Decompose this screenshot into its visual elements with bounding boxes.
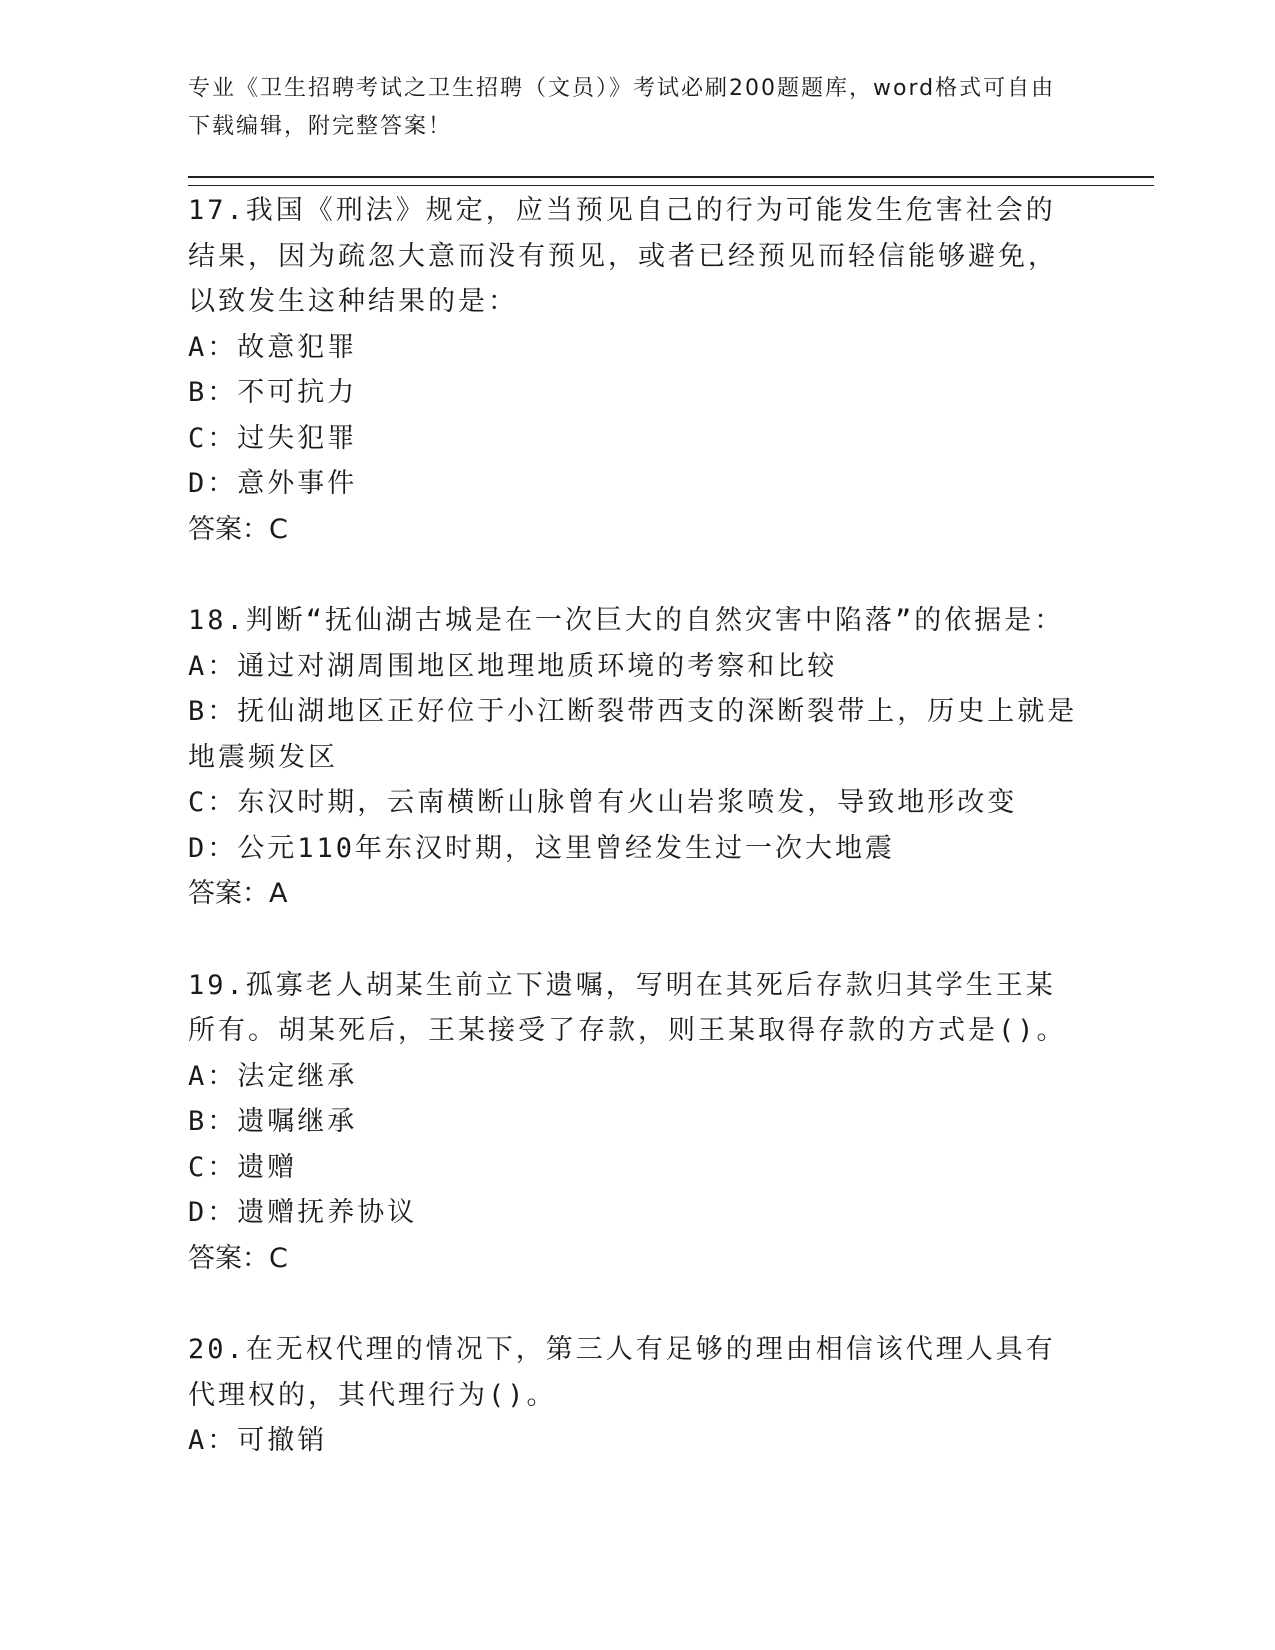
- question-17: [188, 188, 1078, 552]
- question-19: [188, 963, 1078, 1282]
- option-c: C：过失犯罪: [188, 422, 358, 454]
- question-18: [188, 598, 1078, 917]
- question-text: 20.在无权代理的情况下，第三人有足够的理由相信该代理人具有代理权的，其代理行为()。: [188, 1334, 1056, 1411]
- option-b: B：遗嘱继承: [188, 1106, 358, 1137]
- question-text: 17.我国《刑法》规定，应当预见自己的行为可能发生危害社会的结果，因为疏忽大意而没有预见，或者已经预见而轻信能够避免，以致发生这种结果的是：: [188, 195, 1058, 317]
- question-text: 18.判断“抚仙湖古城是在一次巨大的自然灾害中陷落”的依据是：: [188, 605, 1065, 636]
- option-b: B：抚仙湖地区正好位于小江断裂带西支的深断裂带上，历史上就是地震频发区: [188, 696, 1078, 773]
- question-list: [188, 188, 1078, 1510]
- question-text: 19.孤寡老人胡某生前立下遗嘱，写明在其死后存款归其学生王某所有。胡某死后，王某接受了存款，则王某取得存款的方式是()。: [188, 969, 1067, 1046]
- option-a: A：法定继承: [188, 1060, 358, 1092]
- question-20: [188, 1327, 1078, 1464]
- option-a: A：通过对湖周围地区地理地质环境的考察和比较: [188, 650, 838, 682]
- option-c: C：东汉时期，云南横断山脉曾有火山岩浆喷发，导致地形改变: [188, 787, 1018, 818]
- document-header: 专业《卫生招聘考试之卫生招聘（文员）》考试必刷200题题库，word格式可自由下载编辑，附完整答案！: [188, 76, 1056, 139]
- answer-line: 答案：C: [188, 513, 288, 545]
- header-divider: [188, 176, 1154, 186]
- option-a: A：可撤销: [188, 1425, 328, 1456]
- option-c: C：遗赠: [188, 1151, 298, 1183]
- answer-line: 答案：A: [188, 878, 288, 909]
- option-d: D：遗赠抚养协议: [188, 1197, 418, 1228]
- option-a: A：故意犯罪: [188, 331, 358, 363]
- option-b: B：不可抗力: [188, 377, 358, 408]
- option-d: D：意外事件: [188, 468, 358, 499]
- answer-line: 答案：C: [188, 1242, 288, 1274]
- option-d: D：公元110年东汉时期，这里曾经发生过一次大地震: [188, 832, 896, 864]
